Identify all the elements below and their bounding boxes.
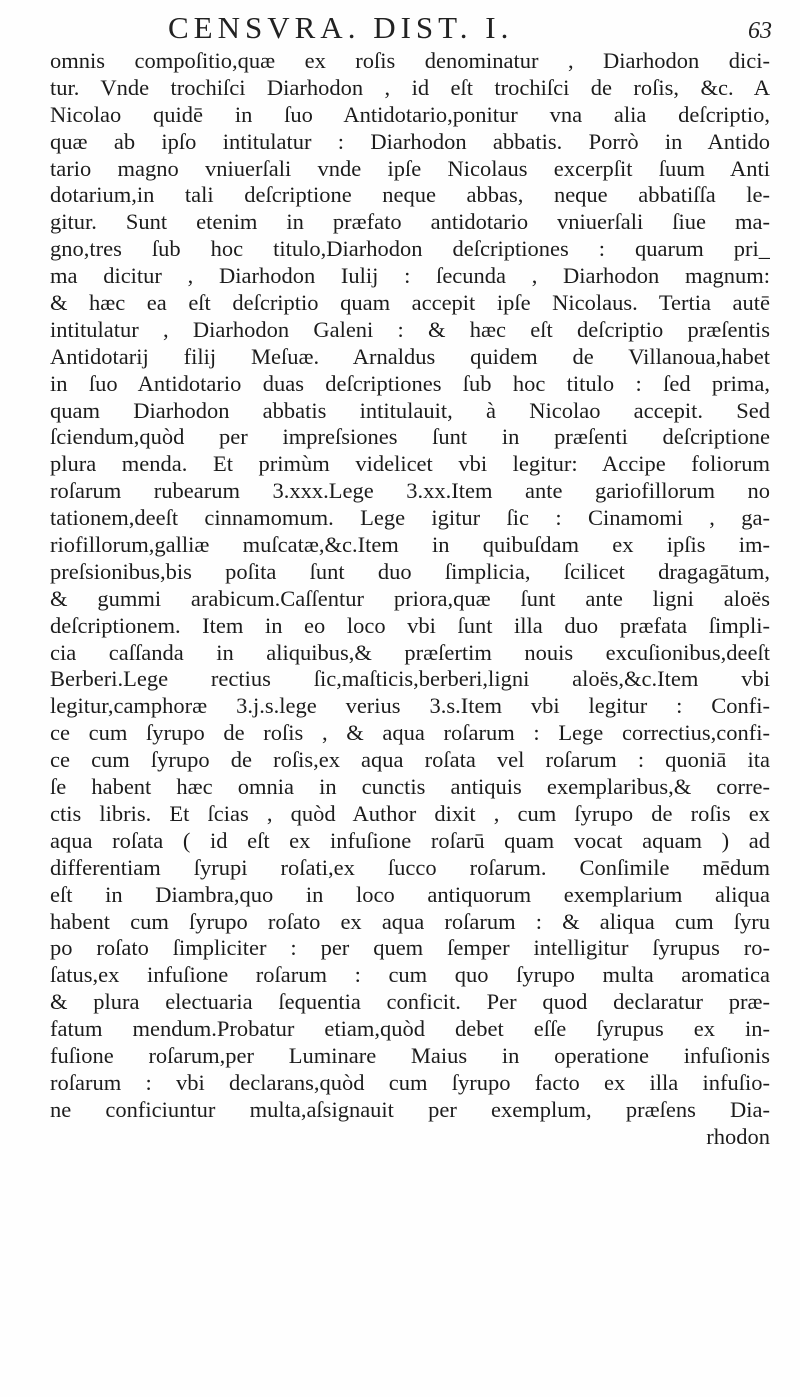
text-line: ſatus,ex infuſione roſarum : cum quo ſyrupo multa aromatica — [50, 962, 770, 988]
text-line: tationem,deeſt cinnamomum. Lege igitur ſic : Cinamomi , ga- — [50, 505, 770, 531]
text-line: legitur,camphoræ 3.j.s.lege verius 3.s.Item vbi legitur : Confi- — [50, 693, 770, 719]
text-line: & plura electuaria ſequentia conficit. Per quod declaratur præ- — [50, 989, 770, 1015]
text-line: habent cum ſyrupo roſato ex aqua roſarum : & aliqua cum ſyru — [50, 908, 770, 934]
page-number: 63 — [748, 18, 772, 44]
text-line: eſt in Diambra,quo in loco antiquorum exemplarium aliqua — [50, 881, 770, 907]
text-line: dotarium,in tali deſcriptione neque abbas, neque abbatiſſa le- — [50, 182, 770, 208]
body-text — [50, 48, 770, 1151]
text-line: ſe habent hæc omnia in cunctis antiquis exemplaribus,& corre- — [50, 774, 770, 800]
text-line: preſsionibus,bis poſita ſunt duo ſimplicia, ſcilicet dragagātum, — [50, 558, 770, 584]
text-line: ma dicitur , Diarhodon Iulij : ſecunda , Diarhodon magnum: — [50, 263, 770, 289]
text-line: ce cum ſyrupo de roſis,ex aqua roſata vel roſarum : quoniā ita — [50, 747, 770, 773]
text-line: intitulatur , Diarhodon Galeni : & hæc eſt deſcriptio præſentis — [50, 316, 770, 342]
text-line: Antidotarij filij Meſuæ. Arnaldus quidem de Villanoua,habet — [50, 343, 770, 369]
text-line: ſciendum,quòd per impreſsiones ſunt in præſenti deſcriptione — [50, 424, 770, 450]
text-line: differentiam ſyrupi roſati,ex ſucco roſarum. Conſimile mēdum — [50, 854, 770, 880]
text-line: & gummi arabicum.Caſſentur priora,quæ ſunt ante ligni aloës — [50, 585, 770, 611]
text-line: cia caſſanda in aliquibus,& præſertim nouis excuſionibus,deeſt — [50, 639, 770, 665]
text-line: fuſione roſarum,per Luminare Maius in operatione infuſionis — [50, 1042, 770, 1068]
text-line: plura menda. Et primùm videlicet vbi legitur: Accipe foliorum — [50, 451, 770, 477]
text-line: gitur. Sunt etenim in præfato antidotario vniuerſali ſiue ma- — [50, 209, 770, 235]
text-line: omnis compoſitio,quæ ex roſis denominatur , Diarhodon dici- — [50, 48, 770, 73]
text-line: riofillorum,galliæ muſcatæ,&c.Item in quibuſdam ex ipſis im- — [50, 532, 770, 558]
running-head — [150, 10, 710, 46]
text-line: quæ ab ipſo intitulatur : Diarhodon abbatis. Porrò in Antido — [50, 128, 770, 154]
text-line: fatum mendum.Probatur etiam,quòd debet eſſe ſyrupus ex in- — [50, 1016, 770, 1042]
text-line: & hæc ea eſt deſcriptio quam accepit ipſe Nicolaus. Tertia autē — [50, 290, 770, 316]
text-line: rhodon — [706, 1123, 770, 1149]
text-line: tario magno vniuerſali vnde ipſe Nicolaus excerpſit ſuum Anti — [50, 155, 770, 181]
text-line: quam Diarhodon abbatis intitulauit, à Nicolao accepit. Sed — [50, 397, 770, 423]
text-line: po roſato ſimpliciter : per quem ſemper intelligitur ſyrupus ro- — [50, 935, 770, 961]
text-line: Berberi.Lege rectius ſic,maſticis,berberi,ligni aloës,&c.Item vbi — [50, 666, 770, 692]
text-line: roſarum rubearum 3.xxx.Lege 3.xx.Item ante gariofillorum no — [50, 478, 770, 504]
text-line: ne conficiuntur multa,aſsignauit per exemplum, præſens Dia- — [50, 1096, 770, 1122]
text-line: deſcriptionem. Item in eo loco vbi ſunt illa duo præfata ſimpli- — [50, 612, 770, 638]
text-line: gno,tres ſub hoc titulo,Diarhodon deſcriptiones : quarum pri_ — [50, 236, 770, 262]
text-line: Nicolao quidē in ſuo Antidotario,ponitur vna alia deſcriptio, — [50, 101, 770, 127]
text-line: ce cum ſyrupo de roſis , & aqua roſarum : Lege correctius,confi- — [50, 720, 770, 746]
text-line: ctis libris. Et ſcias , quòd Author dixit , cum ſyrupo de roſis ex — [50, 800, 770, 826]
text-line: in ſuo Antidotario duas deſcriptiones ſub hoc titulo : ſed prima, — [50, 370, 770, 396]
text-line: aqua roſata ( id eſt ex infuſione roſarū quam vocat aquam ) ad — [50, 827, 770, 853]
running-title: CENSVRA. DIST. I. — [168, 10, 514, 45]
text-line: tur. Vnde trochiſci Diarhodon , id eſt trochiſci de roſis, &c. A — [50, 74, 770, 100]
text-line: roſarum : vbi declarans,quòd cum ſyrupo facto ex illa infuſio- — [50, 1069, 770, 1095]
